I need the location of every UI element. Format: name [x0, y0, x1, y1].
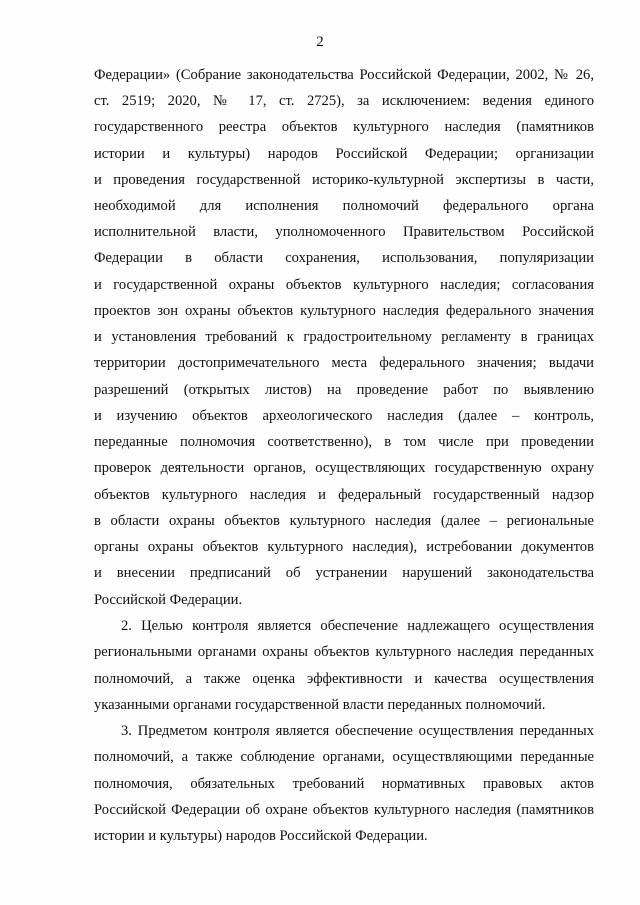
text-line: истории и культуры) народов Российской Федерации.	[94, 828, 428, 844]
text-line: проверок деятельности органов, осуществляющих государственную охрану	[94, 460, 594, 476]
paragraph-2-first-line: 2. Целью контроля является обеспечение надлежащего осуществления	[121, 618, 594, 634]
text-line: Российской Федерации об охране объектов культурного наследия (памятников	[94, 802, 594, 818]
text-line: исполнительной власти, уполномоченного Правительством Российской	[94, 224, 594, 240]
paragraph-3-first-line: 3. Предметом контроля является обеспечение осуществления переданных	[121, 723, 594, 739]
text-line: региональными органами охраны объектов культурного наследия переданных	[94, 644, 594, 660]
text-line: переданные полномочия соответственно), в том числе при проведении	[94, 434, 594, 450]
text-line: и изучению объектов археологического наследия (далее – контроль,	[94, 408, 594, 424]
text-line: органы охраны объектов культурного наследия), истребовании документов	[94, 539, 594, 555]
text-line: истории и культуры) народов Российской Федерации; организации	[94, 146, 594, 162]
text-line: объектов культурного наследия и федеральный государственный надзор	[94, 487, 594, 503]
text-line: и государственной охраны объектов культурного наследия; согласования	[94, 277, 594, 293]
text-line: разрешений (открытых листов) на проведение работ по выявлению	[94, 382, 594, 398]
text-line: государственного реестра объектов культурного наследия (памятников	[94, 119, 594, 135]
text-line: в области охраны объектов культурного наследия (далее – региональные	[94, 513, 594, 529]
text-line: полномочий, а также оценка эффективности и качества осуществления	[94, 671, 594, 687]
text-line: и установления требований к градостроительному регламенту в границах	[94, 329, 594, 345]
text-line: необходимой для исполнения полномочий федерального органа	[94, 198, 594, 214]
text-line: территории достопримечательного места федерального значения; выдачи	[94, 355, 594, 371]
text-line: полномочия, обязательных требований нормативных правовых актов	[94, 776, 594, 792]
page-number: 2	[316, 34, 324, 50]
text-line: и проведения государственной историко-культурной экспертизы в части,	[94, 172, 594, 188]
text-line: проектов зон охраны объектов культурного наследия федерального значения	[94, 303, 594, 319]
text-line: Российской Федерации.	[94, 592, 243, 608]
text-line: ст. 2519; 2020, № 17, ст. 2725), за исключением: ведения единого	[94, 93, 594, 109]
text-line: Федерации» (Собрание законодательства Российской Федерации, 2002, № 26,	[94, 67, 594, 83]
text-line: и внесении предписаний об устранении нарушений законодательства	[94, 565, 594, 581]
text-line: указанными органами государственной власти переданных полномочий.	[94, 697, 546, 713]
text-line: полномочий, а также соблюдение органами, осуществляющими переданные	[94, 749, 594, 765]
text-line: Федерации в области сохранения, использования, популяризации	[94, 250, 594, 266]
